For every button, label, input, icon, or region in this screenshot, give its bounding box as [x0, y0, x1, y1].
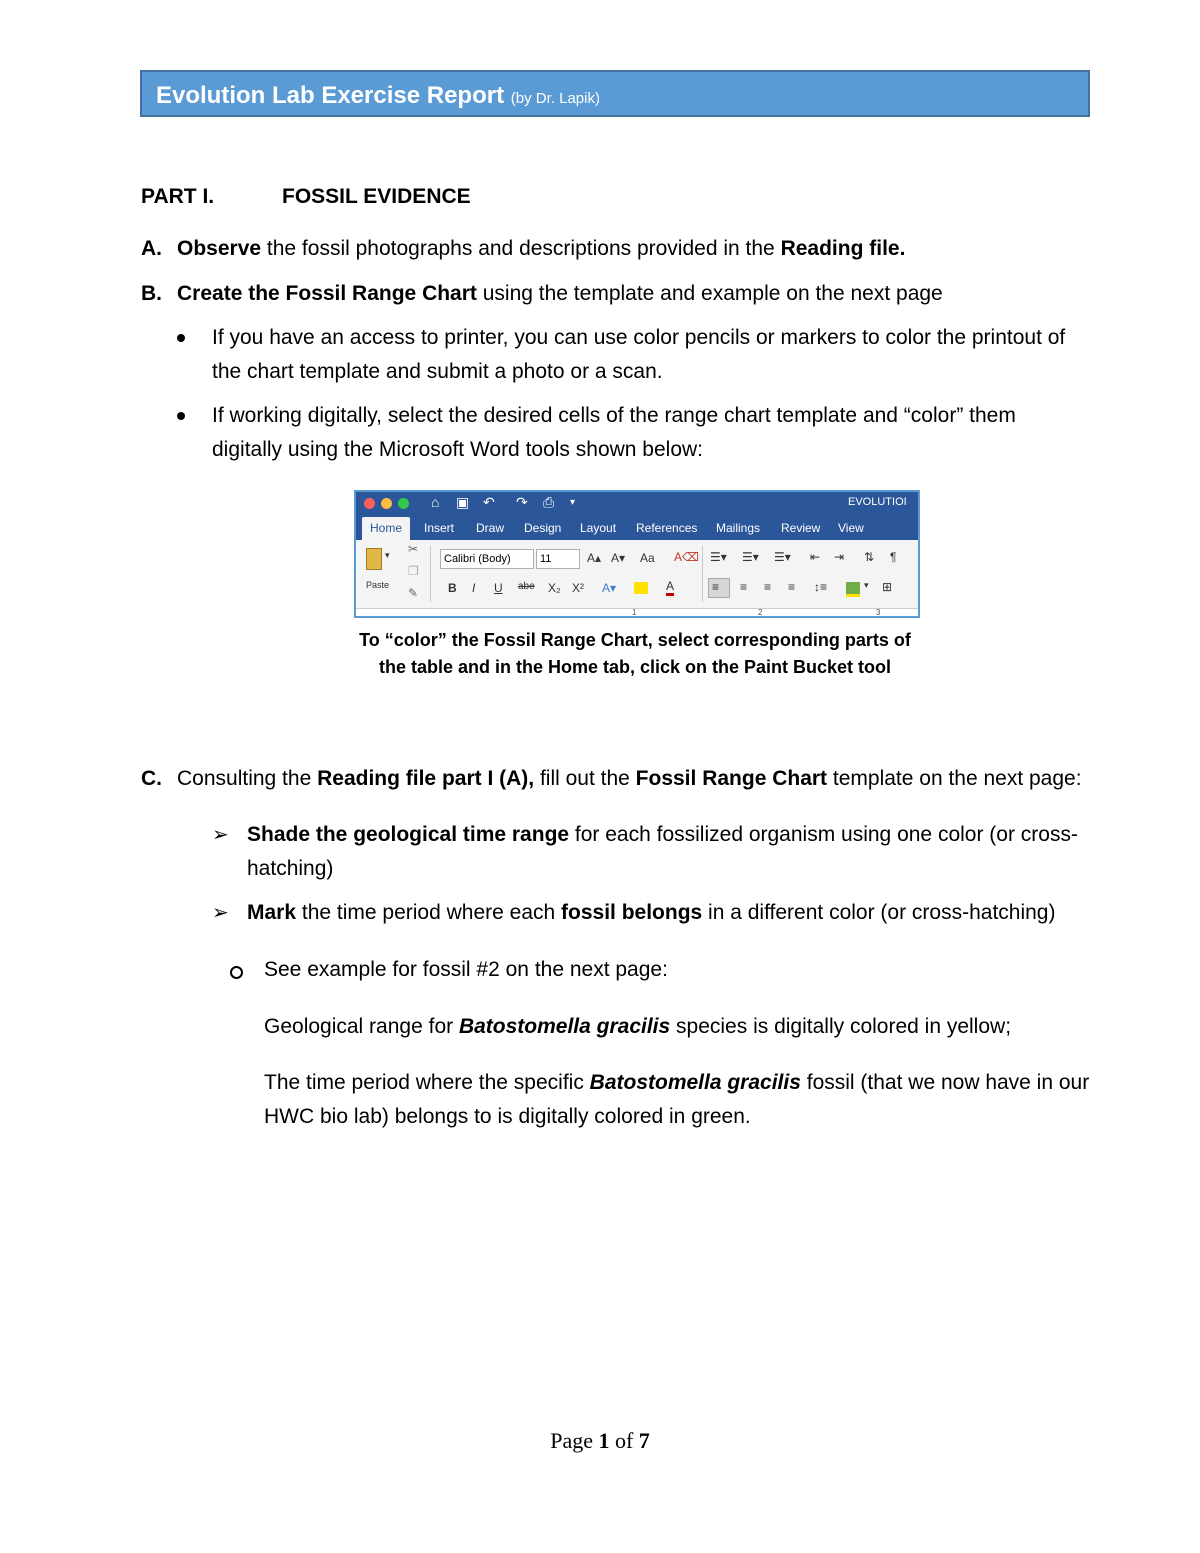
borders-icon[interactable]: ⊞ [882, 580, 893, 594]
item-c-para2-line1: The time period where the specific Batostomella gracilis fossil (that we now have in our [264, 1071, 1090, 1094]
paint-bucket-icon[interactable] [846, 582, 860, 597]
caption-line1: To “color” the Fossil Range Chart, select corresponding parts of [359, 630, 911, 650]
word-toolbar-screenshot [354, 490, 920, 618]
item-b-bullet1-line1: If you have an access to printer, you can use color pencils or markers to color the printout of [212, 326, 1066, 349]
save-icon: ▣ [456, 494, 470, 510]
show-formatting-icon[interactable]: ¶ [890, 550, 897, 564]
arrow-bullet-icon: ➢ [212, 824, 229, 846]
bold-button[interactable]: B [448, 581, 457, 595]
clipboard-icon[interactable] [366, 548, 382, 570]
ruler-mark: 1 [632, 608, 637, 617]
tab-layout[interactable]: Layout [580, 521, 617, 535]
subscript-button[interactable]: X₂ [548, 581, 561, 595]
total-pages: 7 [638, 1428, 650, 1453]
print-icon: ⎙ [543, 494, 555, 510]
item-c-sub-text: See example for fossil #2 on the next page: [264, 958, 668, 981]
font-size-select[interactable]: 11 [536, 549, 580, 569]
tab-insert[interactable]: Insert [424, 521, 455, 535]
italic-button[interactable]: I [472, 581, 476, 595]
home-icon: ⌂ [431, 494, 440, 510]
ruler [356, 608, 918, 617]
tab-design[interactable]: Design [524, 521, 562, 535]
part-label: PART I. [141, 185, 215, 208]
align-left-icon: ≡ [712, 580, 720, 594]
highlight-color-icon[interactable] [634, 582, 648, 594]
tab-review[interactable]: Review [781, 521, 821, 535]
increase-indent-icon[interactable]: ⇥ [834, 550, 845, 564]
sort-icon[interactable]: ⇅ [864, 550, 875, 564]
bullets-icon[interactable]: ☰▾ [710, 550, 727, 564]
document-name: EVOLUTIOI [848, 496, 907, 508]
tab-references[interactable]: References [636, 521, 698, 535]
item-c-para1: Geological range for Batostomella gracilis species is digitally colored in yellow; [264, 1015, 1012, 1038]
bullet-dot-icon [177, 334, 185, 342]
item-b-bullet2-line2: digitally using the Microsoft Word tools shown below: [212, 438, 704, 461]
item-b-bullet1-line2: the chart template and submit a photo or a scan. [212, 360, 663, 383]
caption-line2: the table and in the Home tab, click on the Paint Bucket tool [378, 657, 892, 677]
page-of: of [609, 1428, 639, 1453]
line-spacing-icon[interactable]: ↕≡ [814, 580, 828, 594]
font-color-icon[interactable]: A [666, 579, 674, 596]
divider [430, 546, 431, 602]
ruler-mark: 3 [876, 608, 881, 617]
decrease-indent-icon[interactable]: ⇤ [810, 550, 821, 564]
chevron-down-icon: ▾ [570, 497, 576, 508]
chevron-down-icon[interactable]: ▾ [864, 580, 869, 590]
item-c-marker: C. [141, 767, 162, 790]
item-b-text: Create the Fossil Range Chart using the template and example on the next page [177, 282, 943, 305]
underline-button[interactable]: U [494, 581, 503, 595]
paste-label: Paste [366, 580, 390, 590]
minimize-dot-icon [381, 498, 392, 509]
cut-icon[interactable]: ✂ [408, 542, 419, 556]
item-a-text: Observe the fossil photographs and descriptions provided in the Reading file. [177, 237, 906, 260]
item-b-marker: B. [141, 282, 162, 305]
format-painter-icon[interactable]: ✎ [408, 586, 419, 600]
align-center-icon[interactable]: ≡ [740, 580, 748, 594]
item-c-arrow1-line1: Shade the geological time range for each fossilized organism using one color (or cross- [247, 823, 1078, 846]
change-case-icon[interactable]: Aa [640, 551, 655, 565]
title-author: (by Dr. Lapik) [510, 90, 600, 107]
numbering-icon[interactable]: ☰▾ [742, 550, 759, 564]
undo-icon: ↶ [483, 494, 495, 510]
tab-draw[interactable]: Draw [476, 521, 505, 535]
tab-mailings[interactable]: Mailings [716, 521, 761, 535]
bullet-dot-icon [177, 412, 185, 420]
maximize-dot-icon [398, 498, 409, 509]
circle-bullet-icon [230, 966, 243, 979]
tab-home[interactable]: Home [362, 517, 410, 540]
multilevel-list-icon[interactable]: ☰▾ [774, 550, 791, 564]
document-title [156, 82, 600, 110]
align-right-icon[interactable]: ≡ [764, 580, 772, 594]
copy-icon[interactable]: ❐ [408, 564, 419, 578]
chevron-down-icon[interactable]: ▾ [385, 550, 390, 560]
font-name-select[interactable]: Calibri (Body) [440, 549, 534, 569]
page-prefix: Page [550, 1428, 599, 1453]
toolbar-caption [330, 627, 940, 681]
item-c-arrow2-text: Mark the time period where each fossil belongs in a different color (or cross-hatching) [247, 901, 1056, 924]
item-c-para2-line2: HWC bio lab) belongs to is digitally colored in green. [264, 1105, 751, 1128]
item-b-bullet2-line1: If working digitally, select the desired cells of the range chart template and “color” them [212, 404, 1016, 427]
item-c-arrow1-line2: hatching) [247, 857, 334, 880]
tab-view[interactable]: View [838, 521, 864, 535]
redo-icon: ↷ [516, 494, 528, 510]
clear-formatting-icon[interactable]: A⌫ [674, 550, 699, 564]
page-number [0, 1428, 1200, 1454]
part-title: FOSSIL EVIDENCE [282, 185, 471, 208]
text-effects-icon[interactable]: A▾ [602, 581, 617, 595]
grow-font-icon[interactable]: A▴ [587, 551, 602, 565]
close-dot-icon [364, 498, 375, 509]
strikethrough-button[interactable]: abe [518, 581, 535, 592]
superscript-button[interactable]: X² [572, 581, 584, 595]
justify-icon[interactable]: ≡ [788, 580, 796, 594]
header-banner [140, 70, 1090, 117]
item-c-text: Consulting the Reading file part I (A), fill out the Fossil Range Chart template on the next page: [177, 767, 1082, 790]
current-page: 1 [598, 1428, 610, 1453]
title-text: Evolution Lab Exercise Report [156, 82, 505, 109]
ruler-mark: 2 [758, 608, 763, 617]
shrink-font-icon[interactable]: A▾ [611, 551, 626, 565]
divider [702, 546, 703, 602]
item-a-marker: A. [141, 237, 162, 260]
arrow-bullet-icon: ➢ [212, 902, 229, 924]
